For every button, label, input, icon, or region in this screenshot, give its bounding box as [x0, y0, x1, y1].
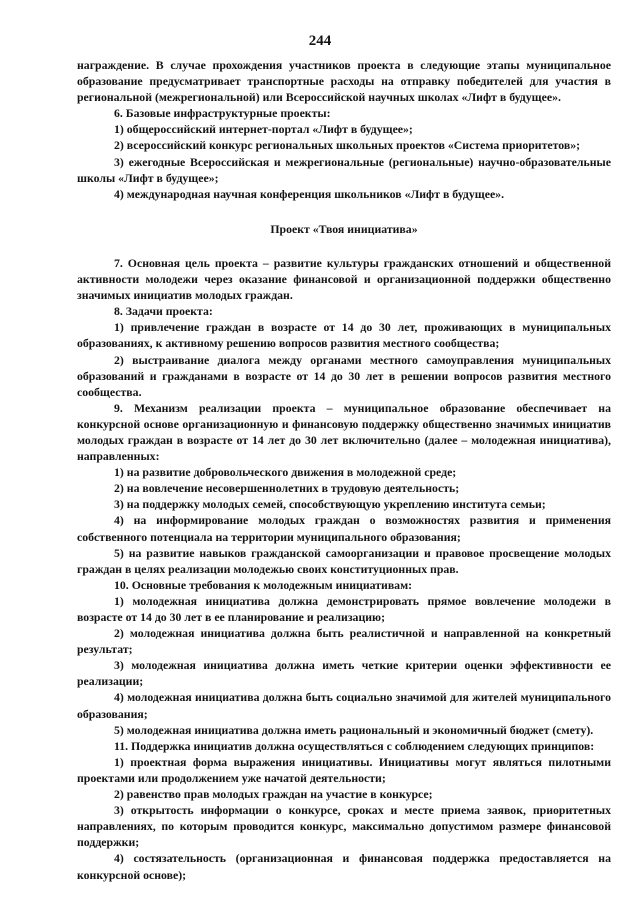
- list-item: 2) на вовлечение несовершеннолетних в трудовую деятельность;: [114, 481, 460, 496]
- list-item: 2) выстраивание диалога между органами местного самоуправления муниципальных образований и гражданами в возрасте от 14 до 30 лет в решении вопросов развития местного сообщества.: [77, 352, 611, 399]
- list-item: 5) молодежная инициатива должна иметь рациональный и экономичный бюджет (смету).: [114, 722, 594, 737]
- document-body: [77, 57, 611, 883]
- list-item: 2) всероссийский конкурс региональных школьных проектов «Система приоритетов»;: [114, 138, 581, 153]
- list-item: 4) молодежная инициатива должна быть социально значимой для жителей муниципального образования;: [77, 690, 611, 721]
- paragraph: 10. Основные требования к молодежным инициативам:: [114, 577, 413, 592]
- list-item: 1) общероссийский интернет-портал «Лифт в будущее»;: [114, 122, 413, 137]
- section-title: Проект «Твоя инициатива»: [270, 221, 418, 236]
- list-item: 4) состязательность (организационная и финансовая поддержка предоставляется на конкурсной основе);: [77, 851, 611, 882]
- page-number: 244: [308, 33, 332, 49]
- list-item: 1) привлечение граждан в возрасте от 14 до 30 лет, проживающих в муниципальных образованиях, к активному решению вопросов развития местного сообщества;: [77, 320, 611, 351]
- list-item: 1) молодежная инициатива должна демонстрировать прямое вовлечение молодежи в возрасте от 14 до 30 лет в ее планирование и реализацию;: [77, 593, 611, 624]
- paragraph: 11. Поддержка инициатив должна осуществляться с соблюдением следующих принципов:: [114, 738, 595, 753]
- list-item: 1) на развитие добровольческого движения в молодежной среде;: [114, 465, 457, 480]
- list-item: 4) на информирование молодых граждан о возможностях развития и применения собственного потенциала на территории муниципального образования;: [77, 513, 611, 544]
- paragraph: 9. Механизм реализации проекта – муниципальное образование обеспечивает на конкурсной основе организационную и финансовую поддержку общественно значимых инициатив молодых граждан в возрасте от 14 лет до 30 лет включительно (далее – молодежная инициатива), направленных:: [77, 400, 611, 464]
- list-item: 5) на развитие навыков гражданской самоорганизации и правовое просвещение молодых граждан в целях реализации молодежью своих конституционных прав.: [77, 545, 611, 576]
- list-item: 3) молодежная инициатива должна иметь четкие критерии оценки эффективности ее реализации;: [77, 658, 611, 689]
- list-item: 3) на поддержку молодых семей, способствующую укреплению института семьи;: [114, 497, 546, 512]
- paragraph: 8. Задачи проекта:: [114, 304, 213, 319]
- list-item: 2) равенство прав молодых граждан на участие в конкурсе;: [114, 787, 433, 802]
- list-item: 1) проектная форма выражения инициативы. Инициативы могут являться пилотными проектами или продолжением уже начатой деятельности;: [77, 754, 611, 785]
- list-item: 3) открытость информации о конкурсе, сроках и месте приема заявок, приоритетных направлениях, по которым проводится конкурс, максимально допустимом размере финансовой поддержки;: [77, 803, 611, 850]
- list-item: 4) международная научная конференция школьников «Лифт в будущее».: [114, 186, 505, 201]
- paragraph: 7. Основная цель проекта – развитие культуры гражданских отношений и общественной активности молодежи через оказание финансовой и организационной поддержки общественно значимых инициатив молодых граждан.: [77, 255, 611, 303]
- list-item: 3) ежегодные Всероссийская и межрегиональные (региональные) научно-образовательные школы «Лифт в будущее»;: [77, 154, 611, 185]
- list-item: 2) молодежная инициатива должна быть реалистичной и направленной на конкретный результат;: [77, 626, 611, 657]
- paragraph: награждение. В случае прохождения участников проекта в следующие этапы муниципальное образование предусматривает транспортные расходы на отправку победителей для участия в региональной (межрегиональной) или Всероссийской научных школах «Лифт в будущее».: [77, 58, 611, 105]
- paragraph: 6. Базовые инфраструктурные проекты:: [114, 106, 331, 121]
